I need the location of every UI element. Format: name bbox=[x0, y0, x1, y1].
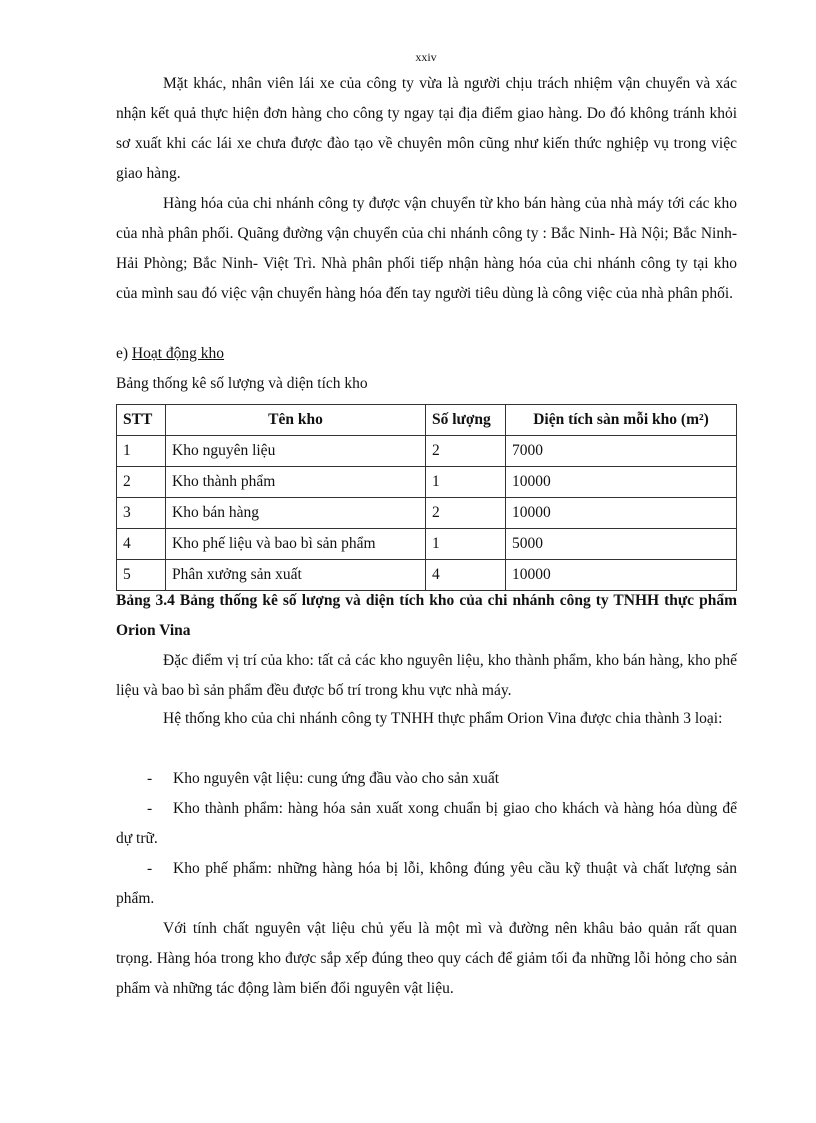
header-ten-kho: Tên kho bbox=[166, 405, 426, 436]
cell-ten-kho: Kho phế liệu và bao bì sản phẩm bbox=[166, 529, 426, 560]
bullet-finished-goods bbox=[116, 794, 737, 854]
cell-dien-tich: 10000 bbox=[506, 467, 737, 498]
page-number: xxiv bbox=[415, 50, 437, 64]
warehouse-table bbox=[116, 404, 737, 591]
paragraph-transport: Hàng hóa của chi nhánh công ty được vận chuyển từ kho bán hàng của nhà máy tới các kho của nhà phân phối. Quãng đường vận chuyển của chi nhánh công ty : Bắc Ninh- Hà Nội; Bắc Ninh- Hải Phòng; Bắc Ninh- Việt Trì. Nhà phân phối tiếp nhận hàng hóa của chi nhánh công ty tại kho của mình sau đó việc vận chuyển hàng hóa đến tay người tiêu dùng là công việc của nhà phân phối. bbox=[116, 195, 737, 302]
cell-so-luong: 2 bbox=[426, 436, 506, 467]
table-row bbox=[117, 498, 737, 529]
cell-so-luong: 1 bbox=[426, 467, 506, 498]
paragraph-drivers: Mặt khác, nhân viên lái xe của công ty vừa là người chịu trách nhiệm vận chuyển và xác nhận kết quả thực hiện đơn hàng cho công ty ngay tại địa điểm giao hàng. Do đó không tránh khỏi sơ xuất khi các lái xe chưa được đào tạo về chuyên môn cũng như kiến thức nghiệp vụ trong việc giao hàng. bbox=[116, 75, 737, 182]
table-caption: Bảng 3.4 Bảng thống kê số lượng và diện tích kho của chi nhánh công ty TNHH thực phẩm Orion Vina bbox=[116, 592, 737, 639]
header-so-luong: Số lượng bbox=[426, 405, 506, 436]
cell-ten-kho: Kho thành phẩm bbox=[166, 467, 426, 498]
cell-ten-kho: Kho bán hàng bbox=[166, 498, 426, 529]
cell-dien-tich: 5000 bbox=[506, 529, 737, 560]
bullet-text: Kho phế phẩm: những hàng hóa bị lỗi, không đúng yêu cầu kỹ thuật và chất lượng sản phẩm. bbox=[116, 860, 737, 907]
table-row bbox=[117, 529, 737, 560]
paragraph-location: Đặc điểm vị trí của kho: tất cả các kho nguyên liệu, kho thành phẩm, kho bán hàng, kho phế liệu và bao bì sản phẩm đều được bố trí trong khu vực nhà máy. bbox=[116, 652, 737, 699]
bullet-text: Kho nguyên vật liệu: cung ứng đầu vào cho sản xuất bbox=[173, 770, 500, 787]
cell-dien-tich: 10000 bbox=[506, 498, 737, 529]
cell-so-luong: 1 bbox=[426, 529, 506, 560]
cell-stt: 2 bbox=[117, 467, 166, 498]
cell-so-luong: 4 bbox=[426, 560, 506, 591]
header-dien-tich: Diện tích sàn mỗi kho (m²) bbox=[506, 405, 737, 436]
bullet-defective-goods bbox=[116, 854, 737, 914]
paragraph-warehouse-types: Hệ thống kho của chi nhánh công ty TNHH thực phẩm Orion Vina được chia thành 3 loại: bbox=[163, 710, 723, 727]
section-heading bbox=[116, 339, 224, 369]
bullet-dash: - bbox=[147, 770, 153, 787]
table-row bbox=[117, 436, 737, 467]
cell-so-luong: 2 bbox=[426, 498, 506, 529]
cell-stt: 1 bbox=[117, 436, 166, 467]
cell-stt: 3 bbox=[117, 498, 166, 529]
table-row bbox=[117, 467, 737, 498]
bullet-dash: - bbox=[147, 860, 153, 877]
bullet-raw-materials bbox=[116, 764, 737, 794]
cell-ten-kho: Kho nguyên liệu bbox=[166, 436, 426, 467]
cell-ten-kho: Phân xưởng sản xuất bbox=[166, 560, 426, 591]
section-label: e) bbox=[116, 345, 132, 362]
cell-dien-tich: 7000 bbox=[506, 436, 737, 467]
paragraph-preservation: Với tính chất nguyên vật liệu chủ yếu là một mì và đường nên khâu bảo quản rất quan trọng. Hàng hóa trong kho được sắp xếp đúng theo quy cách để giảm tối đa những lỗi hỏng cho sản phẩm và những tác động làm biến đổi nguyên vật liệu. bbox=[116, 920, 737, 997]
cell-stt: 4 bbox=[117, 529, 166, 560]
bullet-text: Kho thành phẩm: hàng hóa sản xuất xong chuẩn bị giao cho khách và hàng hóa dùng để dự trữ. bbox=[116, 800, 737, 847]
cell-stt: 5 bbox=[117, 560, 166, 591]
section-title: Hoạt động kho bbox=[131, 345, 225, 362]
table-intro: Bảng thống kê số lượng và diện tích kho bbox=[116, 375, 368, 392]
header-stt: STT bbox=[117, 405, 166, 436]
cell-dien-tich: 10000 bbox=[506, 560, 737, 591]
table-header-row bbox=[117, 405, 737, 436]
bullet-dash: - bbox=[147, 800, 153, 817]
